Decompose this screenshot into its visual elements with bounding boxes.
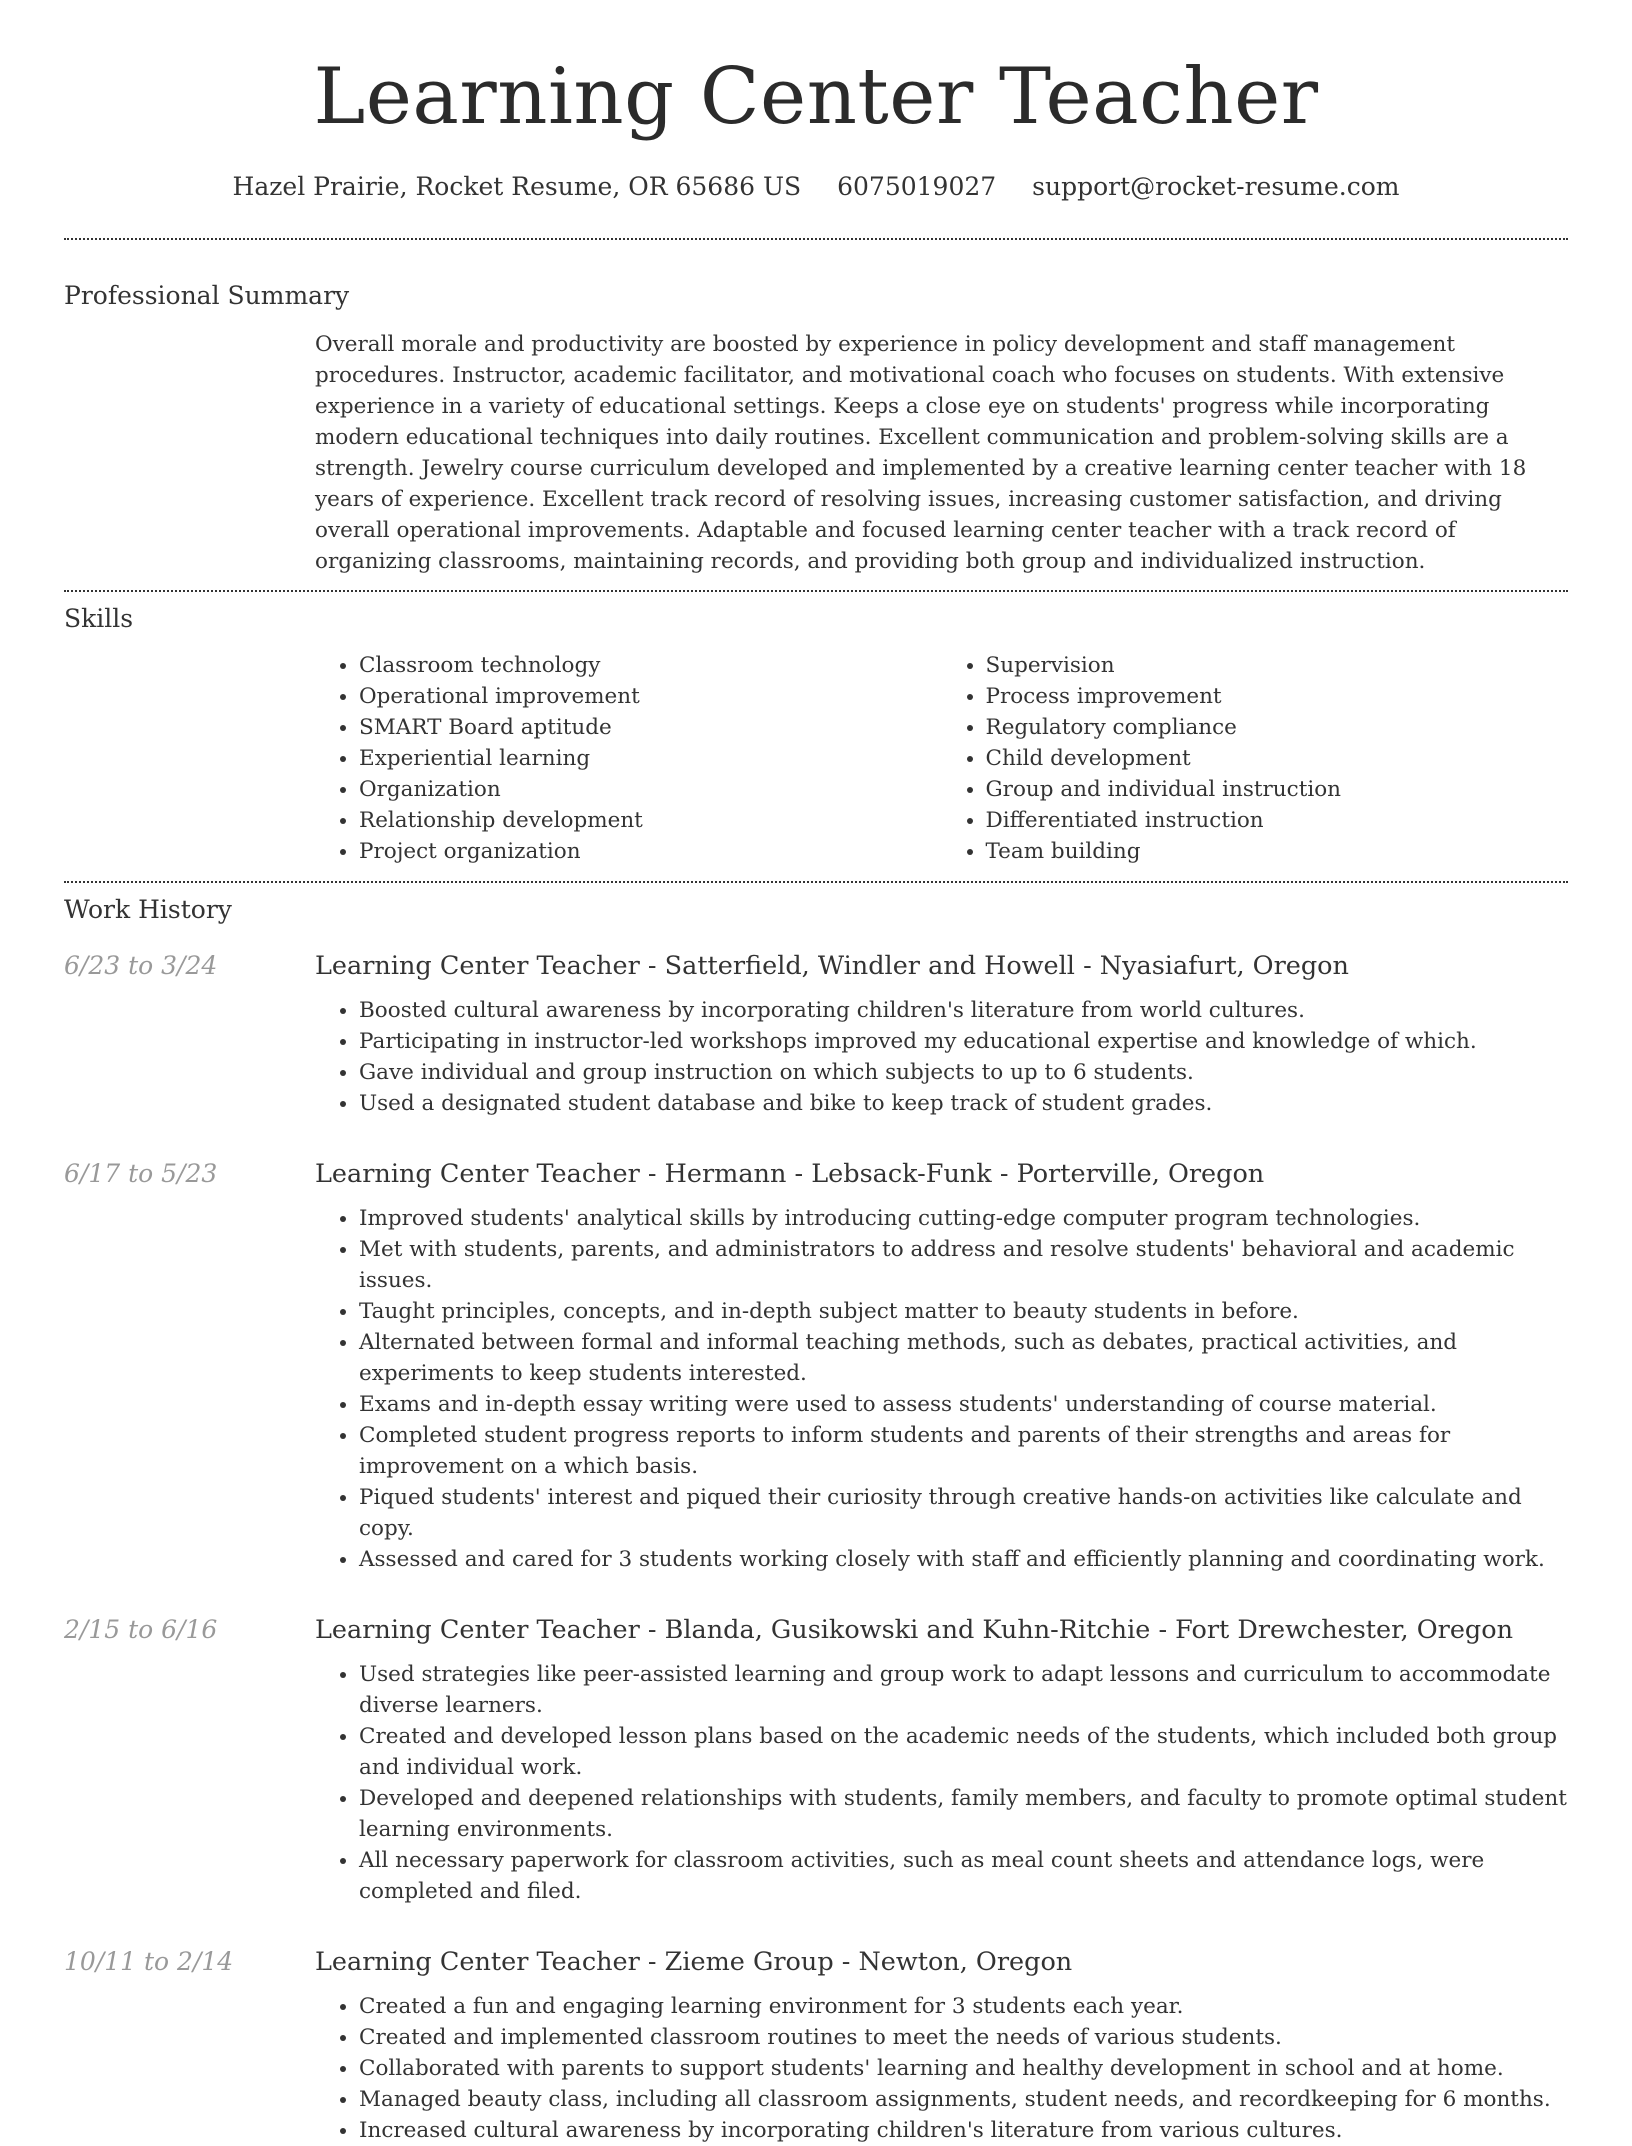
skill-item: • Operational improvement [359,681,942,712]
resume-title: Learning Center Teacher [313,52,1319,142]
summary-heading: Professional Summary [64,281,350,310]
job-bullet: • Increased cultural awareness by incorporating children's literature from various cultures. [359,2115,1568,2146]
skill-item: • Differentiated instruction [986,805,1569,836]
job-bullet: • Completed student progress reports to inform students and parents of their strengths and areas for improvement on a which basis. [359,1420,1568,1482]
job-entry [64,1945,1568,2146]
skill-item: • Team building [986,836,1569,867]
resume-page [64,0,1568,2146]
job-bullet: • Met with students, parents, and administrators to address and resolve students' behavioral and academic issues. [359,1234,1568,1296]
skill-item: • Experiential learning [359,743,942,774]
skills-column-right [942,650,1569,867]
job-bullet: • Used strategies like peer-assisted learning and group work to adapt lessons and curriculum to accommodate diverse learners. [359,1659,1568,1721]
job-heading: Learning Center Teacher - Blanda, Gusikowski and Kuhn-Ritchie - Fort Drewchester, Oregon [315,1615,1514,1645]
skills-list [315,650,1568,867]
job-bullet: • Taught principles, concepts, and in-depth subject matter to beauty students in before. [359,1296,1568,1327]
divider [64,881,1568,883]
skill-item: • Relationship development [359,805,942,836]
job-bullet: • Created and developed lesson plans based on the academic needs of the students, which included both group and individual work. [359,1721,1568,1783]
job-bullet: • Gave individual and group instruction on which subjects to up to 6 students. [359,1057,1568,1088]
job-heading: Learning Center Teacher - Zieme Group - Newton, Oregon [315,1947,1073,1977]
job-heading: Learning Center Teacher - Satterfield, Windler and Howell - Nyasiafurt, Oregon [315,951,1349,981]
job-dates: 6/23 to 3/24 [64,951,218,980]
job-heading: Learning Center Teacher - Hermann - Lebsack-Funk - Porterville, Oregon [315,1159,1265,1189]
skill-item: • Process improvement [986,681,1569,712]
job-bullets [315,1203,1568,1575]
skill-item: • Classroom technology [359,650,942,681]
job-bullet: • Boosted cultural awareness by incorporating children's literature from world cultures. [359,995,1568,1026]
job-bullet: • Managed beauty class, including all classroom assignments, student needs, and recordkeeping for 6 months. [359,2084,1568,2115]
skill-item: • Project organization [359,836,942,867]
job-dates: 10/11 to 2/14 [64,1947,234,1976]
job-bullet: • Collaborated with parents to support students' learning and healthy development in school and at home. [359,2053,1568,2084]
job-bullet: • Assessed and cared for 3 students working closely with staff and efficiently planning and coordinating work. [359,1544,1568,1575]
skills-heading: Skills [64,604,134,633]
job-bullet: • Improved students' analytical skills by introducing cutting-edge computer program technologies. [359,1203,1568,1234]
job-dates: 6/17 to 5/23 [64,1159,218,1188]
skill-item: • Child development [986,743,1569,774]
job-bullet: • Alternated between formal and informal teaching methods, such as debates, practical activities, and experiments to keep students interested. [359,1327,1568,1389]
contact-line [64,172,1568,206]
contact-address: Hazel Prairie, Rocket Resume, OR 65686 US [232,172,802,201]
job-bullet: • Used a designated student database and bike to keep track of student grades. [359,1088,1568,1119]
job-entry [64,949,1568,1119]
skill-item: • Supervision [986,650,1569,681]
job-bullet: • Developed and deepened relationships with students, family members, and faculty to promote optimal student learning environments. [359,1783,1568,1845]
job-bullet: • Exams and in-depth essay writing were used to assess students' understanding of course material. [359,1389,1568,1420]
contact-email: support@rocket-resume.com [1032,172,1400,201]
job-bullet: • Participating in instructor-led workshops improved my educational expertise and knowledge of which. [359,1026,1568,1057]
work-history-section [64,895,1568,2146]
skills-section [64,604,1568,867]
skills-column-left [315,650,942,867]
divider [64,238,1568,240]
contact-phone: 6075019027 [837,172,997,201]
job-bullet: • Created a fun and engaging learning environment for 3 students each year. [359,1991,1568,2022]
job-bullets [315,1991,1568,2146]
work-history-heading: Work History [64,895,232,924]
job-entry [64,1613,1568,1907]
skill-item: • Group and individual instruction [986,774,1569,805]
divider [64,590,1568,592]
summary-section [64,281,1568,577]
skill-item: • Organization [359,774,942,805]
job-dates: 2/15 to 6/16 [64,1615,218,1644]
summary-text: Overall morale and productivity are boosted by experience in policy development and staff management procedures. Instructor, academic facilitator, and motivational coach who focuses on students. With extensive experience in a variety of educational settings. Keeps a close eye on students' progress while incorporating modern educational techniques into daily routines. Excellent communication and problem-solving skills are a strength. Jewelry course curriculum developed and implemented by a creative learning center teacher with 18 years of experience. Excellent track record of resolving issues, increasing customer satisfaction, and driving overall operational improvements. Adaptable and focused learning center teacher with a track record of organizing classrooms, maintaining records, and providing both group and individualized instruction. [315,332,1527,574]
skill-item: • Regulatory compliance [986,712,1569,743]
job-bullets [315,995,1568,1119]
job-bullet: • All necessary paperwork for classroom activities, such as meal count sheets and attendance logs, were completed and filed. [359,1845,1568,1907]
job-entry [64,1157,1568,1575]
skill-item: • SMART Board aptitude [359,712,942,743]
job-bullet: • Created and implemented classroom routines to meet the needs of various students. [359,2022,1568,2053]
job-bullet: • Piqued students' interest and piqued their curiosity through creative hands-on activities like calculate and copy. [359,1482,1568,1544]
job-bullets [315,1659,1568,1907]
